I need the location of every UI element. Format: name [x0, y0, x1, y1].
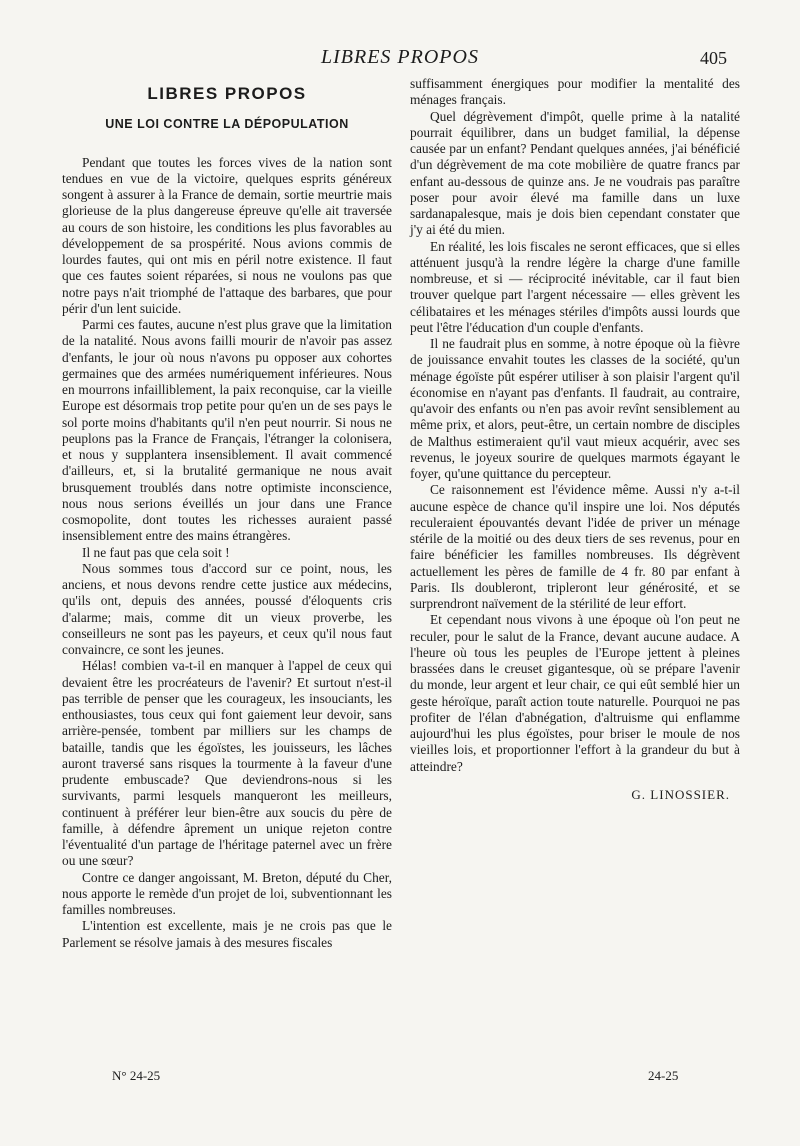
paragraph: En réalité, les lois fiscales ne seront efficaces, que si elles atténuent jusqu'à la rendre légère la charge d'une famille nombreuse, et si — réciprocité inévitable, car il faut bien trouver quelque part l'argent nécessaire — elles grèvent les célibataires et les ménages stériles d'impôts aussi lourds que peut l'être l'éducation d'un couple d'enfants. — [410, 238, 740, 335]
article-title: LIBRES PROPOS — [147, 84, 307, 103]
footer-issue-number: N° 24-25 — [112, 1068, 161, 1083]
author-signature: G. LINOSSIER. — [631, 786, 730, 802]
paragraph: Hélas! combien va-t-il en manquer à l'appel de ceux qui devaient être les procréateurs de l'avenir? Et surtout n'est-il pas terrible de penser que les courageux, les insouciants, les enthousiastes, tous ceux qui font gaiement leur devoir, sans arrière-pensée, tombent par milliers sur les champs de bataille, tandis que les égoïstes, les jouisseurs, les lâches auront traversé sans risques la tourmente à la faveur d'une prudente embuscade? Que deviendrons-nous si les survivants, parmi lesquels manqueront les meilleurs, continuent à préférer leur bien-être aux soucis du père de famille, à défendre âprement un unique rejeton contre l'éventualité d'un partage de l'héritage paternel avec un frère ou une sœur? — [62, 658, 392, 869]
page-number: 405 — [700, 48, 727, 68]
article-subtitle: UNE LOI CONTRE LA DÉPOPULATION — [105, 117, 349, 132]
paragraph: Pendant que toutes les forces vives de la nation sont tendues en vue de la victoire, quelques esprits généreux songent à assurer à la France de demain, sortie meurtrie mais glorieuse de la plus dangereuse épreuve qu'elle ait traversée au cours de son histoire, les conditions les plus favorables au développement de sa prospérité. Nous avions commis de lourdes fautes, qui ont mis en péril notre existence. Il faut que ces fautes soient réparées, si nous ne voulons pas que notre pays n'ait triomphé de l'attaque des barbares, que pour périr d'un lent suicide. — [62, 154, 392, 316]
paragraph: Nous sommes tous d'accord sur ce point, nous, les anciens, et nous devons rendre cette justice aux médecins, qu'ils ont, depuis des années, poussé d'éloquents cris d'alarme; mais, comme dit un vieux proverbe, les conseilleurs ne sont pas les payeurs, et ceux qu'il nous faut convaincre, ce sont les jeunes. — [62, 560, 392, 657]
paragraph: Parmi ces fautes, aucune n'est plus grave que la limitation de la natalité. Nous avons failli mourir de n'avoir pas assez d'enfants, le jour où nous n'avons pu opposer aux cohortes germaines que des armées numériquement inférieures. Nous en mourrons infailliblement, la paix reconquise, car la vieille Europe est désormais trop petite pour qu'en un de ses pays le sol porte moins d'habitants qu'il n'en peut nourrir. Si nous ne peuplons pas la France de Français, l'étranger la colonisera, et nous y supplantera insensiblement. Il avait commencé d'ailleurs, et, si la brutalité germanique ne nous avait brusquement troublés dans notre optimiste inconscience, nous nous serions éveillés un jour dans une France cosmopolite, dont toutes les richesses auraient passé insensiblement entre des mains étrangères. — [62, 317, 392, 544]
paragraph: Ce raisonnement est l'évidence même. Aussi n'y a-t-il aucune espèce de chance qu'il inspire une loi. Nos députés reculeraient épouvantés devant l'idée de priver un ménage stérile de la moitié ou des deux tiers de ses revenus, pour en faire bénéficier les familles nombreuses. Ils dégrèvent actuellement les pères de famille de 4 fr. 80 par enfant à Paris. Ils doubleront, tripleront leur générosité, et se surprendront naïvement de la stérilité de leur effort. — [410, 482, 740, 611]
paragraph: Contre ce danger angoissant, M. Breton, député du Cher, nous apporte le remède d'un projet de loi, subventionnant les familles nombreuses. — [62, 869, 392, 917]
paragraph: Il ne faudrait plus en somme, à notre époque où la fièvre de jouissance envahit toutes les classes de la société, qu'un ménage égoïste pût espérer utiliser à son plaisir l'argent qu'il économise en n'ayant pas d'enfants. Il faudrait, au contraire, qu'avoir des enfants ou n'en pas avoir revînt sensiblement au même prix, et alors, peut-être, un certain nombre de disciples de Malthus estimeraient qu'il vaut mieux acquérir, avec ses revenus, le joyeux sourire de quelques marmots égayant le foyer, qu'une quittance du percepteur. — [410, 336, 740, 481]
paragraph: Et cependant nous vivons à une époque où l'on peut ne reculer, pour le salut de la France, devant aucune audace. A l'heure où tous les peuples de l'Europe jettent à pleines brassées dans le creuset gigantesque, où se prépare l'avenir du monde, leur argent et leur chair, ce qui eût semblé hier un geste héroïque, paraît action toute naturelle. Pourquoi ne pas profiter de l'élan d'abnégation, d'altruisme qui enflamme aujourd'hui les plus égoïstes, pour briser le moule de nos vieilles lois, et proportionner l'effort à la grandeur du but à atteindre? — [410, 612, 740, 774]
paragraph: Quel dégrèvement d'impôt, quelle prime à la natalité pourrait équilibrer, dans un budget familial, la dépense causée par un enfant? Pendant quelques années, j'ai bénéficié d'un dégrèvement de ma cote mobilière de quatre francs par enfant au-dessous de quinze ans. Je ne voudrais pas paraître poser pour avoir élevé ma famille dans un luxe sardanapalesque, mais je dois bien cependant constater que j'y ai été du mien. — [410, 108, 740, 238]
right-column — [410, 76, 740, 803]
running-header-title: LIBRES PROPOS — [321, 46, 479, 68]
footer-issue-mark: 24-25 — [648, 1068, 679, 1083]
paragraph-continuation: suffisamment énergiques pour modifier la mentalité des ménages français. — [410, 76, 740, 108]
paragraph: L'intention est excellente, mais je ne crois pas que le Parlement se résolve jamais à des mesures fiscales — [62, 918, 392, 950]
paragraph: Il ne faut pas que cela soit ! — [82, 544, 230, 560]
left-column — [62, 76, 392, 951]
